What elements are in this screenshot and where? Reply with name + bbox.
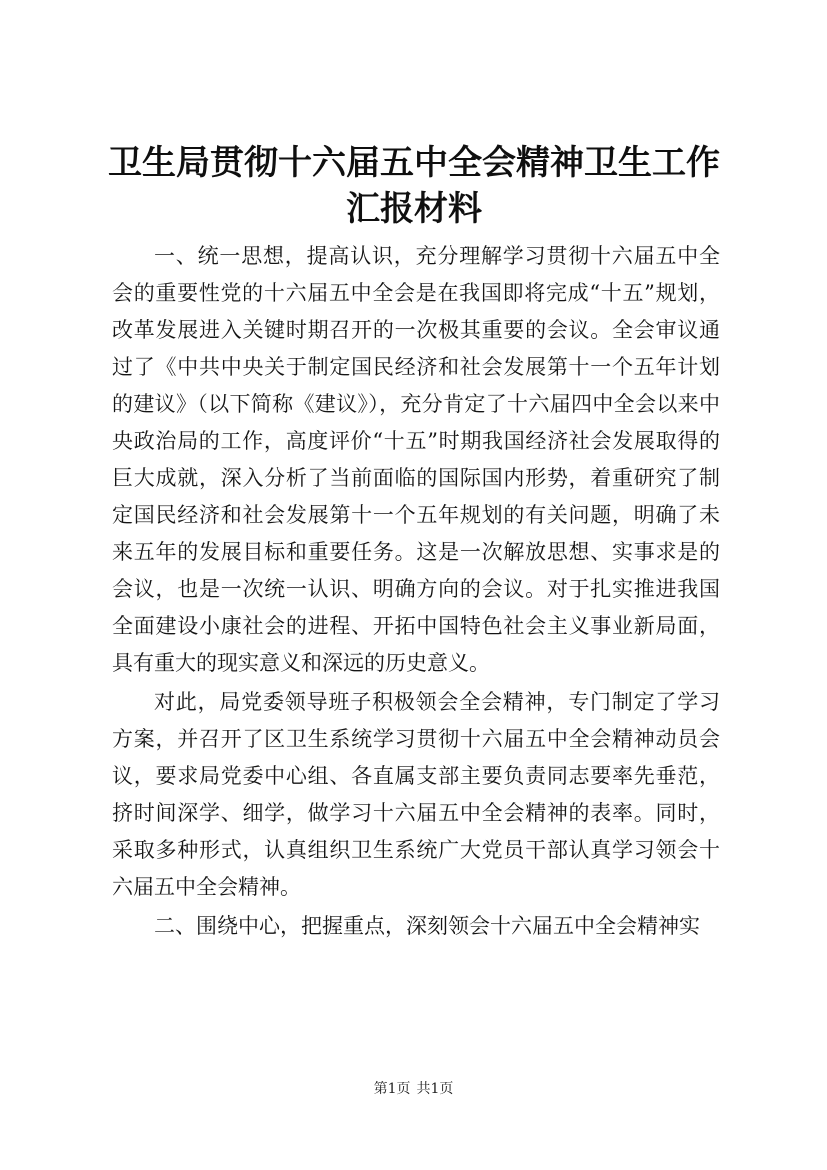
document-title: 卫生局贯彻十六届五中全会精神卫生工作汇报材料 xyxy=(108,143,720,229)
page-footer xyxy=(0,1079,827,1099)
paragraph-3: 二、围绕中心，把握重点，深刻领会十六届五中全会精神实 xyxy=(154,914,700,938)
paragraph-1: 一、统一思想，提高认识，充分理解学习贯彻十六届五中全会的重要性党的十六届五中全会是在我国即将完成“十五”规划，改革发展进入关键时期召开的一次极其重要的会议。全会审议通过了《中共中央关于制定国民经济和社会发展第十一个五年计划的建议》（以下简称《建议》），充分肯定了十六届四中全会以来中央政治局的工作，高度评价“十五”时期我国经济社会发展取得的巨大成就，深入分析了当前面临的国际国内形势，着重研究了制定国民经济和社会发展第十一个五年规划的有关问题，明确了未来五年的发展目标和重要任务。这是一次解放思想、实事求是的会议，也是一次统一认识、明确方向的会议。对于扎实推进我国全面建设小康社会的进程、开拓中国特色社会主义事业新局面，具有重大的现实意义和深远的历史意义。 xyxy=(112,244,720,675)
paragraph-2: 对此，局党委领导班子积极领会全会精神，专门制定了学习方案，并召开了区卫生系统学习贯彻十六届五中全会精神动员会议，要求局党委中心组、各直属支部主要负责同志要率先垂范，挤时间深学、细学，做学习十六届五中全会精神的表率。同时，采取多种形式，认真组织卫生系统广大党员干部认真学习领会十六届五中全会精神。 xyxy=(112,690,720,899)
page-total: 共1页 xyxy=(416,1081,454,1097)
document-body xyxy=(112,238,720,945)
page-number: 第1页 xyxy=(373,1081,411,1097)
